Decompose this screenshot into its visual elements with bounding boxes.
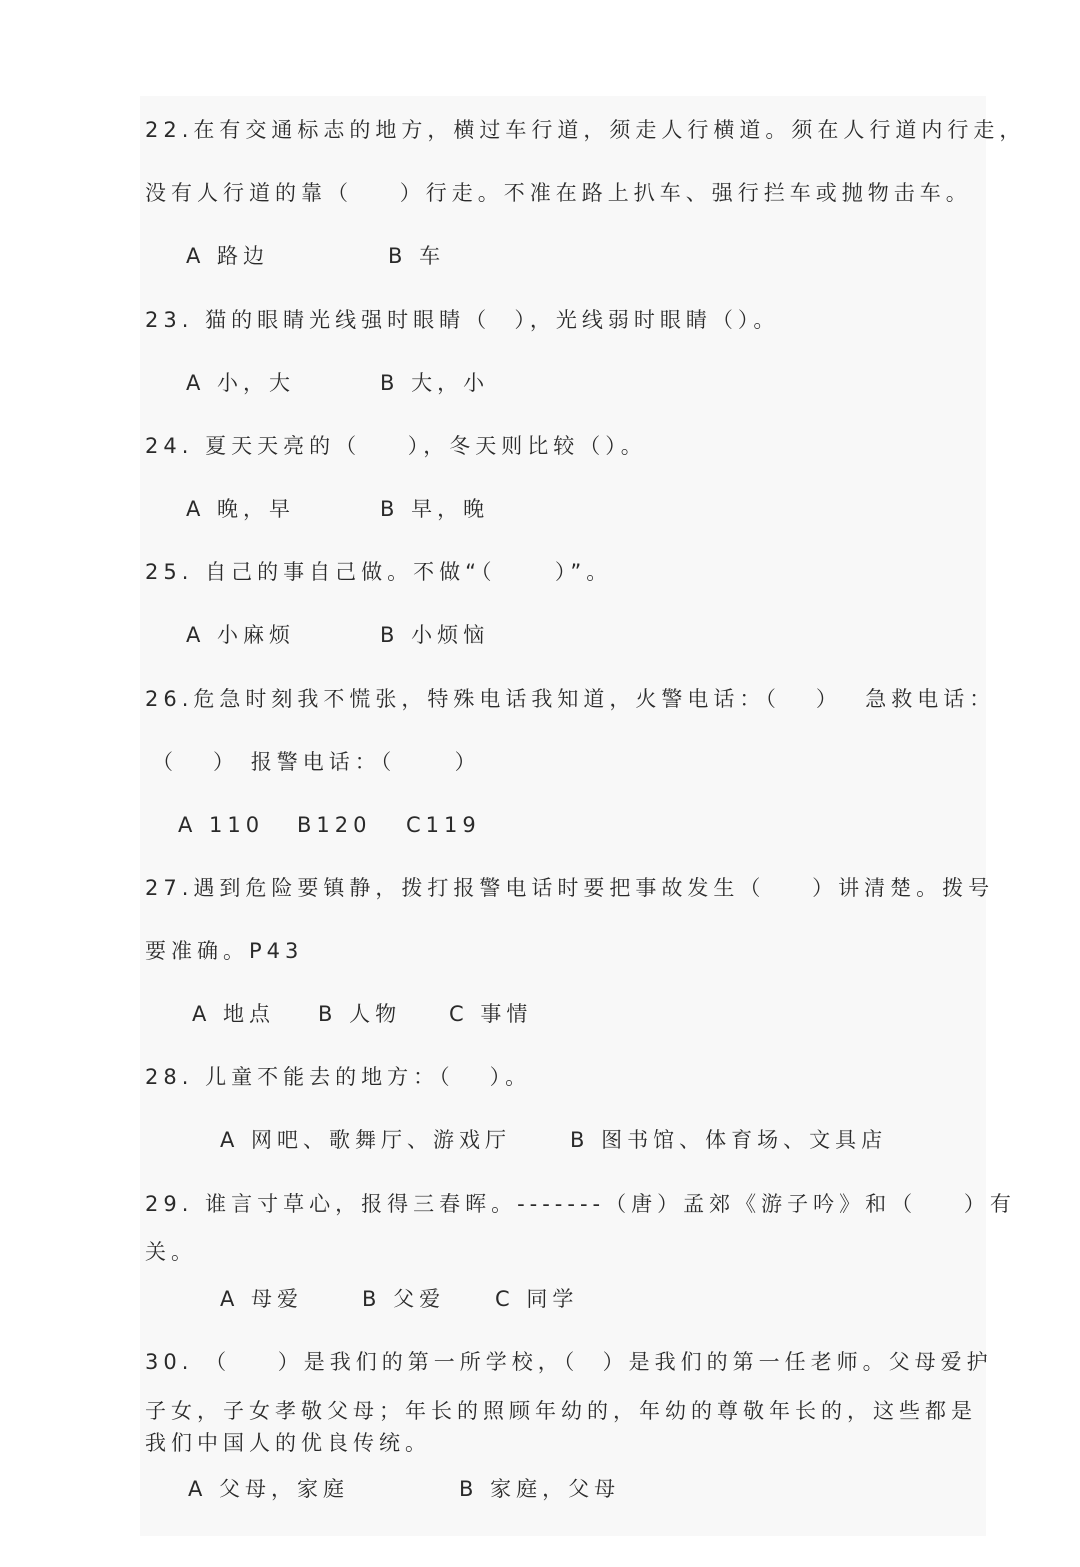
question-26-line-2: （ ） 报警电话：（ ） bbox=[152, 750, 481, 774]
question-30-line-1: 30. （ ）是我们的第一所学校，（ ）是我们的第一任老师。父母爱护 bbox=[145, 1350, 993, 1374]
question-23-option-a: A 小，大 bbox=[186, 371, 296, 395]
question-22-option-b: B 车 bbox=[388, 244, 446, 268]
question-28-option-a: A 网吧、歌舞厅、游戏厅 bbox=[220, 1128, 512, 1152]
question-25-line-1: 25. 自己的事自己做。不做“（ ）”。 bbox=[145, 560, 613, 584]
question-23-option-b: B 大，小 bbox=[380, 371, 490, 395]
question-29-line-1: 29. 谁言寸草心，报得三春晖。-------（唐）孟郊《游子吟》和（ ）有 bbox=[145, 1192, 1016, 1216]
question-26-option-a: A 110 bbox=[178, 813, 265, 837]
question-30-option-b: B 家庭，父母 bbox=[459, 1477, 621, 1501]
question-24-option-a: A 晚，早 bbox=[186, 497, 296, 521]
question-24-option-b: B 早，晚 bbox=[380, 497, 490, 521]
question-27-line-1: 27.遇到危险要镇静，拨打报警电话时要把事故发生（ ）讲清楚。拨号 bbox=[145, 876, 995, 900]
question-26-option-c: C119 bbox=[406, 813, 481, 837]
question-27-option-b: B 人物 bbox=[318, 1002, 402, 1026]
question-29-option-c: C 同学 bbox=[495, 1287, 579, 1311]
question-23-line-1: 23. 猫的眼睛光线强时眼睛（ ），光线弱时眼睛（）。 bbox=[145, 308, 780, 332]
question-29-option-a: A 母爱 bbox=[220, 1287, 304, 1311]
question-22-option-a: A 路边 bbox=[186, 244, 270, 268]
question-25-option-b: B 小烦恼 bbox=[380, 623, 490, 647]
question-24-line-1: 24. 夏天天亮的（ ），冬天则比较（）。 bbox=[145, 434, 647, 458]
question-28-line-1: 28. 儿童不能去的地方：（ ）。 bbox=[145, 1065, 532, 1089]
question-26-line-1: 26.危急时刻我不慌张，特殊电话我知道，火警电话：（ ） 急救电话： bbox=[145, 687, 996, 711]
question-27-option-a: A 地点 bbox=[192, 1002, 276, 1026]
question-30-line-2: 子女，子女孝敬父母；年长的照顾年幼的，年幼的尊敬年长的，这些都是 bbox=[145, 1399, 977, 1423]
question-27-line-2: 要准确。P43 bbox=[145, 939, 304, 963]
question-26-option-b: B120 bbox=[297, 813, 372, 837]
question-27-option-c: C 事情 bbox=[449, 1002, 533, 1026]
question-29-line-2: 关。 bbox=[145, 1240, 197, 1264]
question-30-option-a: A 父母，家庭 bbox=[188, 1477, 350, 1501]
question-29-option-b: B 父爱 bbox=[362, 1287, 446, 1311]
question-22-line-1: 22.在有交通标志的地方，横过车行道，须走人行横道。须在人行道内行走， bbox=[145, 118, 1026, 142]
question-28-option-b: B 图书馆、体育场、文具店 bbox=[570, 1128, 888, 1152]
question-22-line-2: 没有人行道的靠（ ）行走。不准在路上扒车、强行拦车或抛物击车。 bbox=[145, 181, 972, 205]
question-25-option-a: A 小麻烦 bbox=[186, 623, 296, 647]
question-30-line-3: 我们中国人的优良传统。 bbox=[145, 1431, 431, 1455]
